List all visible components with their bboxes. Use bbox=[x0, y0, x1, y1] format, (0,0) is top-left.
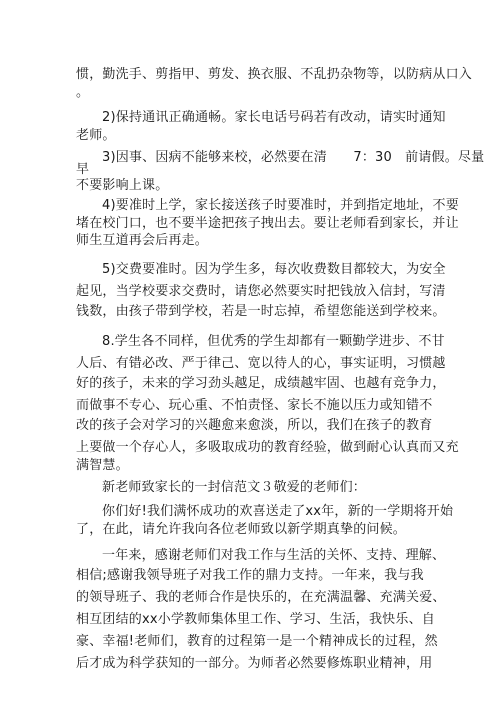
text-line: 而做事不专心、玩心重、不怕责怪、家长不施以压力或知错不 bbox=[76, 398, 433, 413]
text-line: 的领导班子、我的老师合作是快乐的，在充满温馨、充满关爱、 bbox=[76, 590, 446, 605]
text-line: 2)保持通讯正确通畅。家长电话号码若有改动，请实时通知 bbox=[102, 110, 446, 125]
text-line: 你们好!我们满怀成功的欢喜送走了xx年，新的一学期将开始 bbox=[102, 504, 454, 519]
text-line: 起见，当学校要求交费时，请您必然要实时把钱放入信封，写清 bbox=[76, 284, 446, 299]
text-line: 师生互道再会后再走。 bbox=[76, 233, 209, 248]
text-line: 老师。 bbox=[76, 128, 116, 143]
text-line: 不要影响上课。 bbox=[76, 178, 169, 193]
text-line: 4)要准时上学，家长接送孩子时要准时，并到指定地址，不要 bbox=[102, 198, 459, 213]
text-line: 。 bbox=[76, 85, 90, 100]
section-heading: 新老师致家长的一封信范文３敬爱的老师们： bbox=[102, 480, 367, 495]
text-line: 3)因事、因病不能够来校，必然要在清 7：30 前请假。尽量 bbox=[102, 150, 485, 165]
text-line: 满智慧。 bbox=[76, 458, 129, 473]
text-line: 相互团结的xx小学教师集体里工作、学习、生活，我快乐、自 bbox=[76, 612, 435, 627]
text-line: 一年来，感谢老师们对我工作与生活的关怀、支持、理解、 bbox=[102, 548, 446, 563]
text-line: 好的孩子，未来的学习劲头越足，成绩越牢固、也越有竞争力， bbox=[76, 376, 446, 391]
text-line: 相信;感谢我领导班子对我工作的鼎力支持。一年来，我与我 bbox=[76, 568, 424, 583]
text-line: 上要做一个存心人，多吸取成功的教育经验，做到耐心认真而又充 bbox=[76, 440, 459, 455]
text-line: 改的孩子会对学习的兴趣愈来愈淡，所以，我们在孩子的教育 bbox=[76, 418, 433, 433]
text-line: 钱数，由孩子带到学校，若是一时忘掉，希望您能送到学校来。 bbox=[76, 304, 446, 319]
text-line: 豪、幸福!老师们，教育的过程第一是一个精神成长的过程，然 bbox=[76, 634, 438, 649]
text-line: 了，在此，请允许我向各位老师致以新学期真挚的问候。 bbox=[76, 522, 407, 537]
text-line: 早 bbox=[76, 162, 90, 177]
text-line: 人后、有错必改、严于律己、宽以待人的心，事实证明，习惯越 bbox=[76, 356, 446, 371]
text-line: 8.学生各不同样，但优秀的学生却都有一颗勤学进步、不甘 bbox=[102, 334, 445, 349]
text-line: 5)交费要准时。因为学生多，每次收费数目都较大，为安全 bbox=[102, 262, 446, 277]
text-line: 后才成为科学获知的一部分。为师者必然要修炼职业精神，用 bbox=[76, 656, 433, 671]
text-line: 惯，勤洗手、剪指甲、剪发、换衣服、不乱扔杂物等，以防病从口入 bbox=[76, 67, 473, 82]
text-line: 堵在校门口，也不要半途把孩子拽出去。要让老师看到家长，并让 bbox=[76, 216, 459, 231]
